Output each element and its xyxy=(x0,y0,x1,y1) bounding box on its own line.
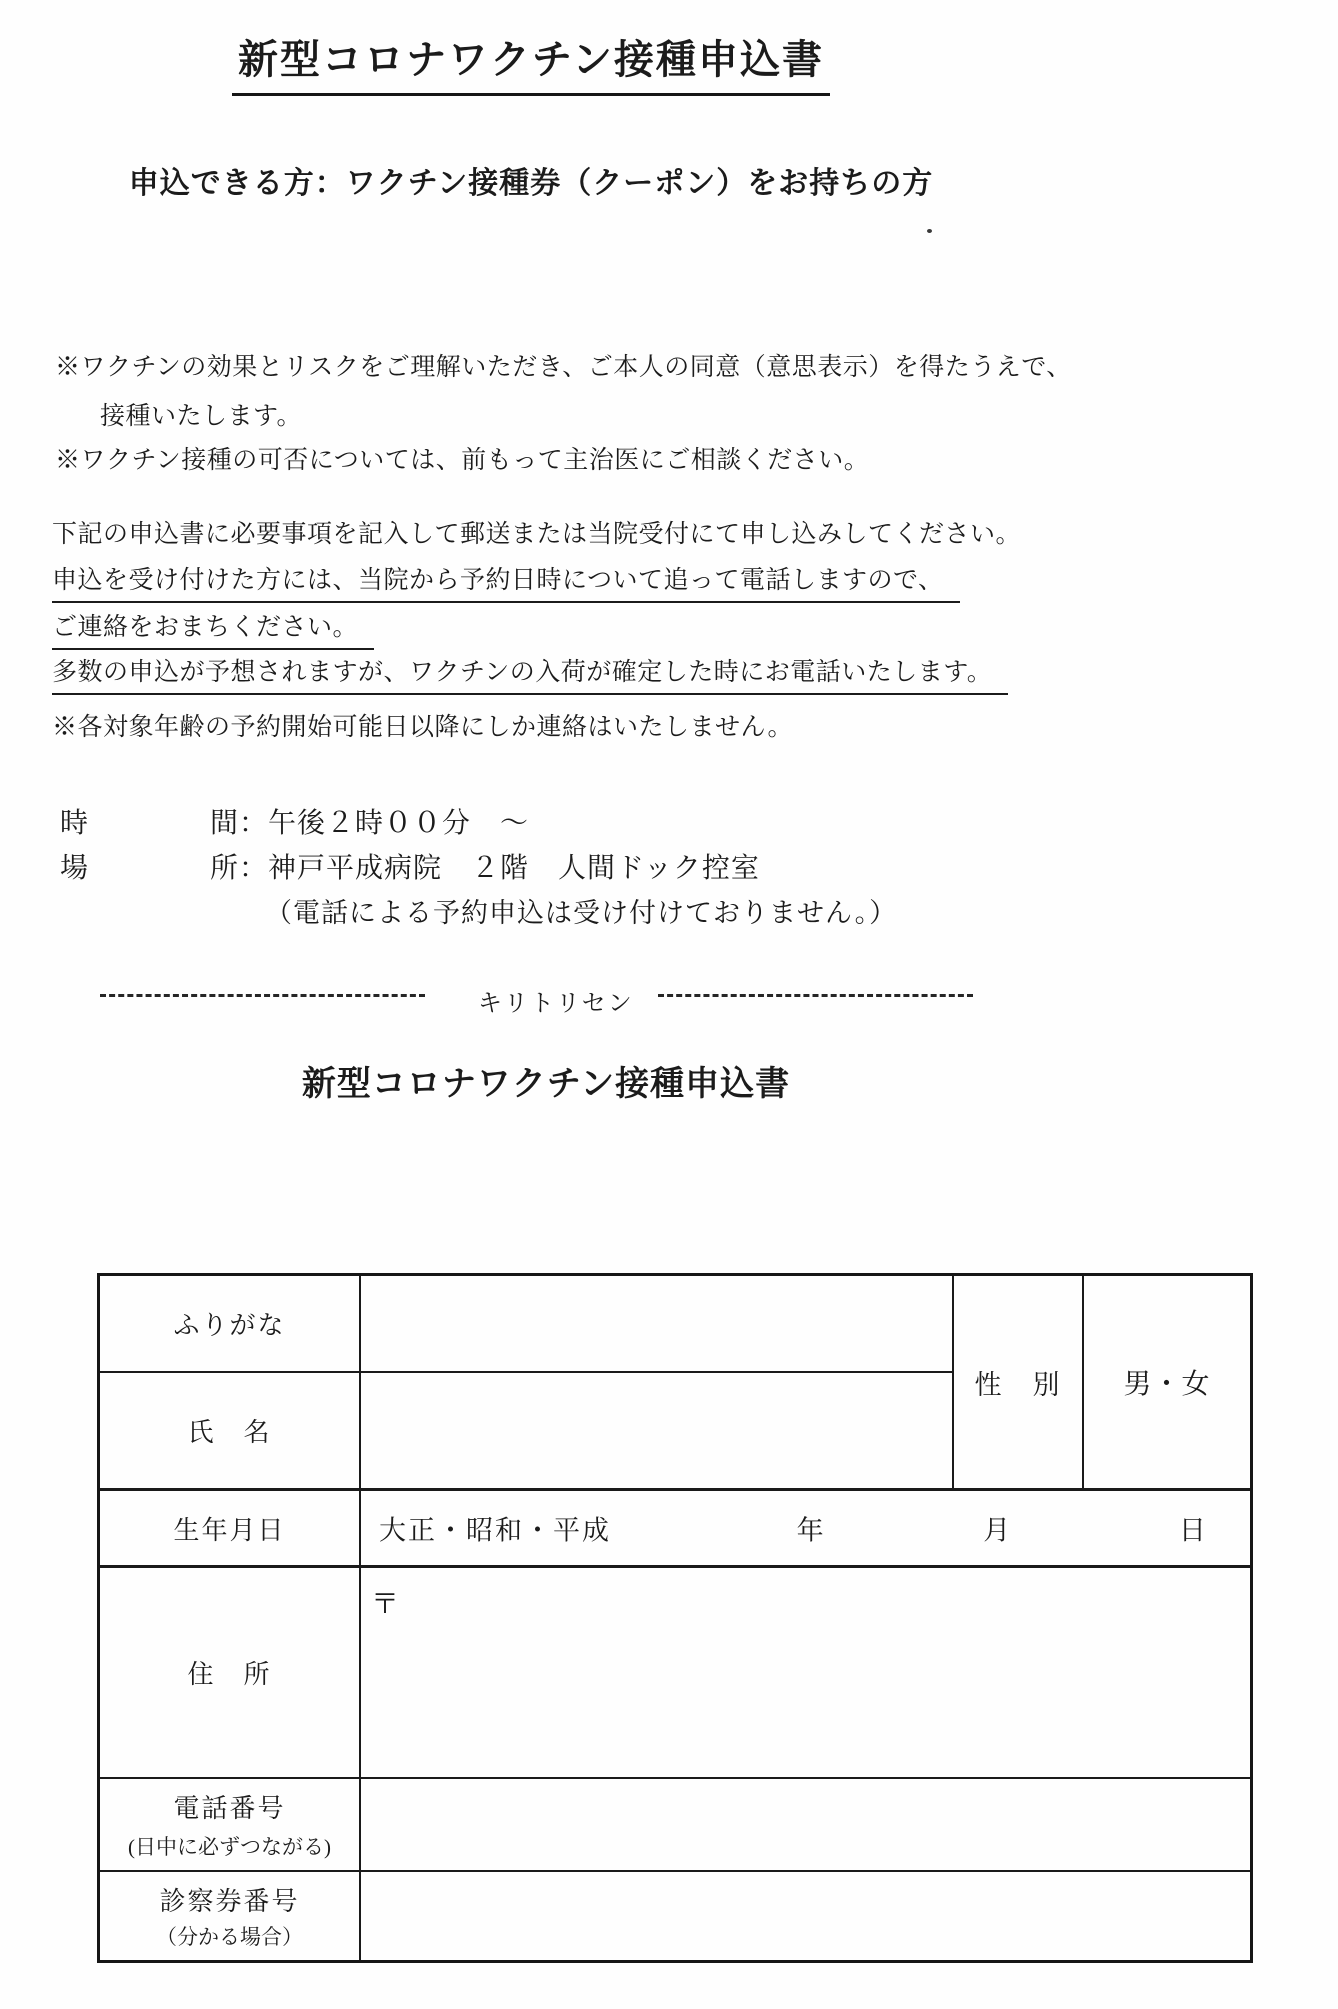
instruction-line-3-text: ご連絡をおまちください。 xyxy=(52,607,374,650)
address-input-cell[interactable] xyxy=(361,1568,1250,1779)
precaution-line-3: ※ワクチン接種の可否については、前もって主治医にご相談ください。 xyxy=(55,447,870,474)
form-title-row xyxy=(0,1056,1092,1105)
phone-label: 電話番号 xyxy=(173,1794,286,1824)
document-title-row xyxy=(0,28,1062,96)
schedule-phone-note: （電話による予約申込は受け付けておりません。） xyxy=(265,898,898,928)
eligibility-text: 申込できる方：ワクチン接種券（クーポン）をお持ちの方 xyxy=(128,167,934,200)
instruction-line-2-text: 申込を受け付けた方には、当院から予約日時について追って電話しますので、 xyxy=(52,560,960,603)
instruction-line-4 xyxy=(52,652,1008,695)
cut-dash-right xyxy=(658,994,973,997)
patient-card-label: 診察券番号 xyxy=(159,1887,300,1916)
birthdate-label: 生年月日 xyxy=(100,1491,361,1568)
time-label: 時 xyxy=(60,808,90,839)
precaution-line-2: 接種いたします。 xyxy=(100,403,303,430)
instruction-line-3 xyxy=(52,607,374,650)
name-input-cell[interactable] xyxy=(361,1373,954,1491)
phone-sub-note: (日中に必ずつながる) xyxy=(128,1834,331,1859)
birthdate-era-options[interactable]: 大正・昭和・平成 xyxy=(379,1515,611,1546)
instruction-note: ※各対象年齢の予約開始可能日以降にしか連絡はいたしません。 xyxy=(52,714,794,741)
patient-card-label-cell xyxy=(100,1872,361,1960)
birthdate-input-cell[interactable] xyxy=(361,1491,1250,1568)
cut-dash-left xyxy=(100,994,425,997)
address-label: 住 所 xyxy=(100,1568,361,1779)
form-title: 新型コロナワクチン接種申込書 xyxy=(301,1066,791,1103)
instruction-line-4-text: 多数の申込が予想されますが、ワクチンの入荷が確定した時にお電話いたします。 xyxy=(52,652,1008,695)
document-title: 新型コロナワクチン接種申込書 xyxy=(232,28,830,96)
precaution-line-1: ※ワクチンの効果とリスクをご理解いただき、ご本人の同意（意思表示）を得たうえで、 xyxy=(55,354,1072,381)
place-value: 所：神戸平成病院 ２階 人間ドック控室 xyxy=(210,853,760,884)
birthdate-year-suffix: 年 xyxy=(796,1515,826,1546)
schedule-place-row xyxy=(60,846,760,886)
gender-label: 性 別 xyxy=(954,1276,1084,1491)
patient-card-sub-note: （分かる場合） xyxy=(156,1925,303,1949)
furigana-input-cell[interactable] xyxy=(361,1276,954,1373)
scan-noise-dot xyxy=(927,229,932,233)
phone-input-cell[interactable] xyxy=(361,1779,1250,1872)
furigana-label: ふりがな xyxy=(100,1276,361,1373)
application-form-table xyxy=(97,1273,1253,1963)
postal-mark: 〒 xyxy=(371,1589,402,1620)
birthdate-month-suffix: 月 xyxy=(983,1515,1013,1546)
gender-options[interactable]: 男・女 xyxy=(1084,1276,1250,1491)
eligibility-row xyxy=(0,158,1062,202)
time-value: 間：午後２時００分 ～ xyxy=(210,808,530,839)
phone-label-cell xyxy=(100,1779,361,1872)
name-label: 氏 名 xyxy=(100,1373,361,1491)
place-label: 場 xyxy=(60,853,90,884)
instruction-line-1: 下記の申込書に必要事項を記入して郵送または当院受付にて申し込みしてください。 xyxy=(52,521,1022,548)
birthdate-day-suffix: 日 xyxy=(1178,1515,1208,1546)
schedule-time-row xyxy=(60,801,529,841)
cut-line-label: キリトリセン xyxy=(478,991,634,1017)
patient-card-input-cell[interactable] xyxy=(361,1872,1250,1960)
instruction-line-2 xyxy=(52,560,960,603)
